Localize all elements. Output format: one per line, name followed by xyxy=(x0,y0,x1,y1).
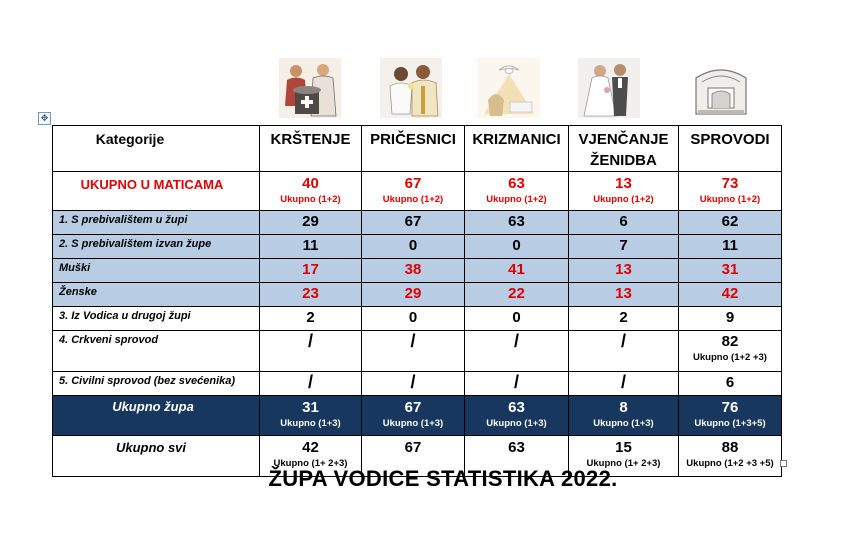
table-cell: 31 xyxy=(679,259,782,283)
table-header-row xyxy=(53,126,782,172)
table-cell: 8 Ukupno (1+3) xyxy=(569,396,679,436)
table-cell: 67 Ukupno (1+2) xyxy=(362,172,465,211)
baptism-icon xyxy=(279,58,341,118)
page-title: ŽUPA VODICE STATISTIKA 2022. xyxy=(268,466,618,491)
table-cell: 22 xyxy=(465,283,569,307)
table-cell: / xyxy=(260,331,362,372)
table-cell: 76 Ukupno (1+3+5) xyxy=(679,396,782,436)
table-cell: 13 xyxy=(569,283,679,307)
table-move-handle-icon[interactable]: ✥ xyxy=(38,112,51,125)
table-cell: / xyxy=(569,372,679,396)
header-krizmanici: KRIZMANICI xyxy=(465,126,569,172)
table-row xyxy=(53,372,782,396)
table-cell: 63 xyxy=(465,436,569,477)
table-cell: 42 xyxy=(679,283,782,307)
row-label: Ženske xyxy=(53,283,260,307)
table-cell: 0 xyxy=(465,235,569,259)
ukupno-maticama-row xyxy=(53,172,782,211)
table-cell: 62 xyxy=(679,211,782,235)
table-cell: 11 xyxy=(260,235,362,259)
table-cell: / xyxy=(569,331,679,372)
row-label: Muški xyxy=(53,259,260,283)
table-cell: 11 xyxy=(679,235,782,259)
row-label: 2. S prebivalištem izvan župe xyxy=(53,235,260,259)
table-cell: 40 Ukupno (1+2) xyxy=(260,172,362,211)
table-cell: 63 Ukupno (1+2) xyxy=(465,172,569,211)
funeral-tomb-icon xyxy=(690,58,752,118)
table-row xyxy=(53,331,782,372)
table-cell: 29 xyxy=(260,211,362,235)
row-label: 1. S prebivalištem u župi xyxy=(53,211,260,235)
table-cell: 13 Ukupno (1+2) xyxy=(569,172,679,211)
row-label: Ukupno svi xyxy=(53,436,260,477)
header-vjencanje: VJENČANJE ŽENIDBA xyxy=(569,126,679,172)
table-row xyxy=(53,283,782,307)
communion-icon xyxy=(380,58,442,118)
table-cell: 2 xyxy=(569,307,679,331)
header-pricesnici: PRIČESNICI xyxy=(362,126,465,172)
table-cell: 7 xyxy=(569,235,679,259)
table-cell: 23 xyxy=(260,283,362,307)
table-row xyxy=(53,211,782,235)
table-cell: 67 xyxy=(362,436,465,477)
table-row xyxy=(53,307,782,331)
table-cell: 82 Ukupno (1+2 +3) xyxy=(679,331,782,372)
header-sprovodi: SPROVODI xyxy=(679,126,782,172)
table-cell: 42 Ukupno (1+ 2+3) xyxy=(260,436,362,477)
table-cell: 31 Ukupno (1+3) xyxy=(260,396,362,436)
ukupno-zupa-row xyxy=(53,396,782,436)
table-cell: 0 xyxy=(362,235,465,259)
table-cell: 41 xyxy=(465,259,569,283)
row-label: UKUPNO U MATICAMA xyxy=(53,172,260,211)
table-cell: 9 xyxy=(679,307,782,331)
table-cell: 63 Ukupno (1+3) xyxy=(465,396,569,436)
table-cell: / xyxy=(465,331,569,372)
table-cell: 63 xyxy=(465,211,569,235)
illustrations-row xyxy=(0,58,846,124)
table-cell: / xyxy=(465,372,569,396)
table-cell: 29 xyxy=(362,283,465,307)
table-cell: 0 xyxy=(465,307,569,331)
table-cell: 0 xyxy=(362,307,465,331)
header-krstenje: KRŠTENJE xyxy=(260,126,362,172)
table-cell: 38 xyxy=(362,259,465,283)
table-cell: 17 xyxy=(260,259,362,283)
table-cell: / xyxy=(362,372,465,396)
table-row xyxy=(53,259,782,283)
row-label: Ukupno župa xyxy=(53,396,260,436)
table-cell: 13 xyxy=(569,259,679,283)
table-cell: 2 xyxy=(260,307,362,331)
row-label: 4. Crkveni sprovod xyxy=(53,331,260,372)
statistics-table xyxy=(52,125,782,477)
table-cell: 6 xyxy=(569,211,679,235)
table-cell: / xyxy=(362,331,465,372)
table-cell: 73 Ukupno (1+2) xyxy=(679,172,782,211)
table-cell: / xyxy=(260,372,362,396)
header-kategorije: Kategorije xyxy=(53,126,260,172)
table-cell: 67 Ukupno (1+3) xyxy=(362,396,465,436)
row-label: 3. Iz Vodica u drugoj župi xyxy=(53,307,260,331)
table-row xyxy=(53,235,782,259)
row-label: 5. Civilni sprovod (bez svećenika) xyxy=(53,372,260,396)
wedding-couple-icon xyxy=(578,58,640,118)
table-cell: 88 Ukupno (1+2 +3 +5) xyxy=(679,436,782,477)
table-cell: 6 xyxy=(679,372,782,396)
table-cell: 15 Ukupno (1+ 2+3) xyxy=(569,436,679,477)
confirmation-dove-icon xyxy=(478,58,540,118)
table-cell: 67 xyxy=(362,211,465,235)
